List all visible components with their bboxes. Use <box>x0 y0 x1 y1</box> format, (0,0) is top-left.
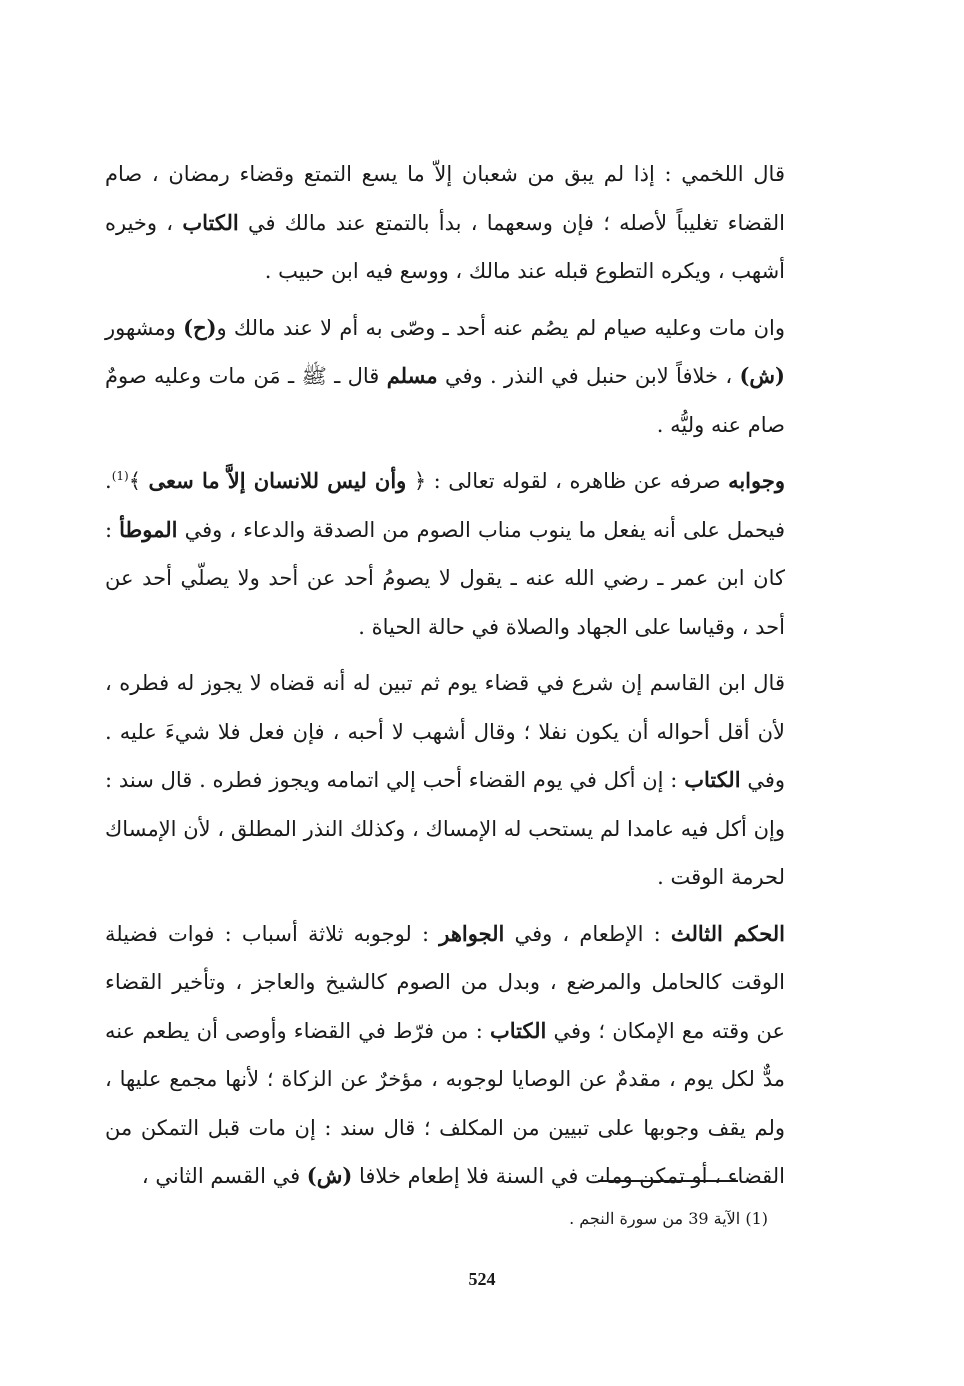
bold-term: وجوابه <box>728 468 785 493</box>
text-run: . فيحمل على أنه يفعل ما ينوب مناب الصوم من الصدقة والدعاء ، وفي <box>105 469 785 542</box>
text-run: صرفه عن ظاهره ، لقوله تعالى : ﴿ <box>406 469 729 493</box>
text-run: : من فرّط في القضاء وأوصى أن يطعم عنه مدٌّ لكل يوم ، مقدمٌ عن الوصايا لوجوبه ، مؤخرٌ عن الزكاة ؛ لأنها مجمع عليها ، ولم يقف وجوبها على تبيين من المكلف ؛ قال سند : إن مات قبل التمكن من القضاء ، أو تمكن ومات في السنة فلا إطعام خلافا <box>105 1018 785 1188</box>
text-run: : إن أكل في يوم القضاء أحب إلي اتمامه ويجوز فطره . قال سند : وإن أكل فيه عامدا لم يستحب له الإمساك ، وكذلك النذر المطلق ، لأن الإمساك لحرمة الوقت . <box>105 768 785 889</box>
text-run: قال اللخمي : إذا لم يبق من شعبان إلاّ ما يسع التمتع وقضاء رمضان ، صام القضاء تغليباً لأصله ؛ فإن وسعهما ، بدأ بالتمتع عند مالك في <box>105 162 785 235</box>
paragraph <box>105 150 785 296</box>
text-run: في القسم الثاني ، <box>141 1164 307 1188</box>
bold-term: (ش) <box>306 1163 353 1188</box>
paragraph <box>105 659 785 902</box>
text-run: : كان ابن عمر ـ رضي الله عنه ـ يقول لا يصومُ أحد عن أحد ولا يصلّي أحد عن أحد ، وقياسا على الجهاد والصلاة في حالة الحياة . <box>105 517 785 639</box>
footnote-separator <box>598 1180 738 1182</box>
bold-term: وأن ليس للانسان إلاَّ ما سعى <box>148 468 407 493</box>
bold-term: (ح) <box>183 314 217 340</box>
text-run: ﴾ <box>128 469 149 493</box>
bold-term: الحكم الثالث <box>670 920 786 946</box>
bold-term: (ش) <box>739 363 785 388</box>
text-run: ومشهور <box>105 315 184 340</box>
paragraph <box>105 304 785 450</box>
paragraph <box>105 910 785 1201</box>
footnote: (1) الآية 39 من سورة النجم . <box>569 1209 768 1228</box>
text-run: وان مات وعليه صيام لم يصُم عنه أحد ـ وصّى به أم لا عند مالك و <box>216 315 785 340</box>
bold-term: الكتاب <box>489 1017 547 1043</box>
bold-term: الكتاب <box>182 209 239 235</box>
bold-term: مسلم <box>386 363 438 388</box>
paragraph <box>105 457 785 651</box>
text-run: : لوجوبه ثلاثة أسباب : فوات فضيلة الوقت كالحامل والمرضع ، وبدل من الصوم كالشيخ والعاجز ، وتأخير القضاء عن وقته مع الإمكان ؛ وفي <box>105 921 786 1043</box>
footnote-ref: (1) <box>111 469 129 483</box>
text-run: : الإطعام ، وفي <box>504 921 671 946</box>
bold-term: الكتاب <box>684 767 741 792</box>
bold-term: الموطأ <box>119 516 178 542</box>
text-run: قال ـ ﷺ ـ مَن مات وعليه صومٌ صام عنه وليُّه . <box>105 364 785 437</box>
page-number: 524 <box>468 1269 496 1289</box>
main-text <box>105 150 785 1201</box>
bold-term: الجواهر <box>439 920 505 946</box>
text-run: ، خلافاً لابن حنبل في النذر . وفي <box>437 364 740 388</box>
text-run: قال ابن القاسم إن شرع في قضاء يوم ثم تبين له أنه قضاه لا يجوز له فطره ، لأن أقل أحواله أن يكون نفلا ؛ وقال أشهب لا أحبه ، فإن فعل فلا شيءَ عليه . وفي <box>105 671 786 792</box>
text-run: ، وخيره أشهب ، ويكره التطوع قبله عند مالك ، ووسع فيه ابن حبيب . <box>105 210 785 283</box>
